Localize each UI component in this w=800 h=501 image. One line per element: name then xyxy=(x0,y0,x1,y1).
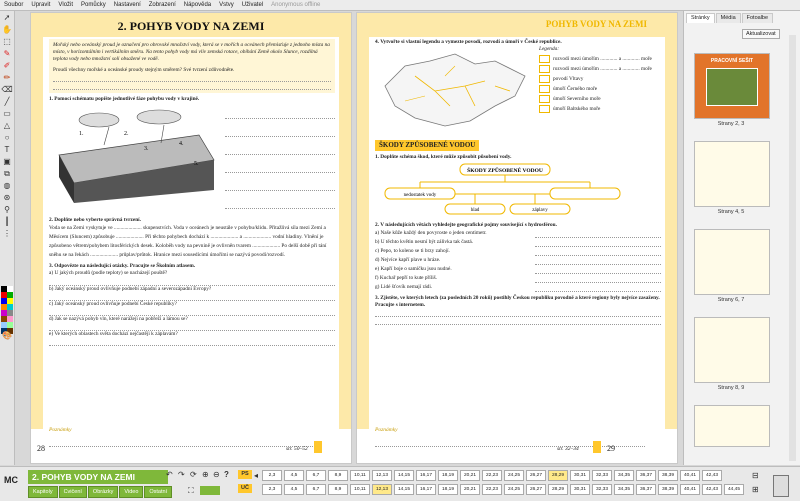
menu-item[interactable]: Upravit xyxy=(31,2,51,8)
answer-line[interactable] xyxy=(535,230,661,238)
intro-question: Proudí všechny mořské a oceánské proudy stejným směrem? Své tvrzení zdůvodněte. xyxy=(53,66,235,73)
page-jump-button[interactable]: 36,37 xyxy=(636,484,656,495)
page-jump-button[interactable]: 28,29 xyxy=(548,484,568,495)
cover-image xyxy=(706,68,758,106)
notes-line[interactable] xyxy=(49,439,319,447)
bottom-nav-button[interactable]: Ostatní xyxy=(144,486,172,498)
thumbnail-page[interactable] xyxy=(694,141,770,207)
page-title: 2. POHYB VODY NA ZEMI xyxy=(117,19,265,33)
answer-line[interactable] xyxy=(535,284,661,292)
section-task-1: 1. Doplňte schéma škod, které může způsobit působení vody. xyxy=(375,154,512,161)
sentence-text: g) Lidé šťovík nemají rádi. xyxy=(375,284,433,291)
legend-title: Legenda: xyxy=(539,46,560,53)
page-jump-button[interactable]: 24,25 xyxy=(504,484,524,495)
text-icon[interactable]: T xyxy=(4,145,10,154)
legend-item xyxy=(539,75,661,83)
menu-item[interactable]: Zobrazení xyxy=(148,2,176,8)
page-jump-button[interactable]: 6,7 xyxy=(306,484,326,495)
answer-line[interactable] xyxy=(225,183,335,191)
bottom-nav-button[interactable]: Video xyxy=(119,486,143,498)
legend-item xyxy=(539,55,661,63)
zoom-in-icon[interactable]: ⊕ xyxy=(202,470,209,479)
page-jump-button[interactable]: 12,13 xyxy=(372,484,392,495)
page-jump-button[interactable]: 4,5 xyxy=(284,470,304,481)
answer-line[interactable] xyxy=(225,129,335,137)
legend-box[interactable] xyxy=(539,65,550,73)
web-icon[interactable]: ◍ xyxy=(3,181,11,190)
notes-label: Poznámky xyxy=(375,427,398,433)
page-jump-button[interactable]: 38,39 xyxy=(658,484,678,495)
page-number: 28 xyxy=(37,444,45,453)
select-icon[interactable]: ⬚ xyxy=(3,37,11,46)
page-jump-button[interactable]: 18,19 xyxy=(438,470,458,481)
bottom-nav-button[interactable]: Obrázky xyxy=(88,486,118,498)
page-jump-button[interactable]: 42,43 xyxy=(702,470,722,481)
sentence-item xyxy=(375,275,661,283)
rotate-icon[interactable]: ⟳ xyxy=(190,470,197,479)
menu-item: Anonymous offline xyxy=(271,2,321,8)
page-link-icon[interactable] xyxy=(314,441,322,453)
forward-icon[interactable]: ↷ xyxy=(178,470,185,479)
intro-box xyxy=(49,39,335,93)
sentence-text: c) Pepo, to koleno se ti brzy zahojí. xyxy=(375,248,450,255)
scheme-node: nedostatek vody xyxy=(403,192,437,198)
sentence-item xyxy=(375,266,661,274)
palette-icon[interactable]: 🎨 xyxy=(2,331,12,340)
right-page xyxy=(356,12,678,464)
app-logo: MC xyxy=(4,475,18,485)
menu-item[interactable]: Uživatel xyxy=(241,2,264,8)
textbook-ref: str. 50–52 xyxy=(286,446,308,452)
tool-palette xyxy=(0,11,15,465)
sentence-text: b) U těchto květin nesmí být zálivka tak častá. xyxy=(375,239,474,246)
page-jump-button[interactable]: 8,9 xyxy=(328,470,348,481)
damage-scheme-diagram xyxy=(375,162,625,216)
pointer-icon[interactable]: ➚ xyxy=(3,13,11,22)
pen-icon[interactable]: ✎ xyxy=(3,49,11,58)
refresh-button[interactable]: Aktualizovat xyxy=(742,29,780,39)
section-task-2: 2. V následujících větách vyhledejte geografické pojmy související s hydrosférou. xyxy=(375,221,557,228)
menu-item[interactable]: Vložit xyxy=(58,2,74,8)
bottom-nav-button[interactable]: Kapitoly xyxy=(28,486,58,498)
panel-tab[interactable]: Média xyxy=(716,13,741,23)
answer-line[interactable] xyxy=(49,293,335,301)
page-jump-button[interactable]: 24,25 xyxy=(504,470,524,481)
legend-box[interactable] xyxy=(539,55,550,63)
svg-text:4.: 4. xyxy=(179,141,184,148)
legend-label: úmoří Severního moře xyxy=(553,95,601,102)
page-jump-button[interactable]: 2,3 xyxy=(262,470,282,481)
ps-label: PS xyxy=(238,470,252,479)
page-link-icon[interactable] xyxy=(593,441,601,453)
scheme-center: ŠKODY ZPŮSOBENÉ VODOU xyxy=(467,167,543,174)
legend-box[interactable] xyxy=(539,105,550,113)
sentence-text: a) Naše kůže každý den povyroste o jeden centimetr. xyxy=(375,230,487,237)
circle-icon[interactable]: ○ xyxy=(4,133,10,142)
question-item: a) U jakých proudů (podle teploty) se nacházejí pouště? xyxy=(49,270,168,277)
page-jump-button[interactable]: 42,43 xyxy=(702,484,722,495)
eyedropper-icon[interactable]: ⚲ xyxy=(4,205,10,214)
legend-box[interactable] xyxy=(539,85,550,93)
answer-line[interactable] xyxy=(225,111,335,119)
rectangle-icon[interactable]: ▭ xyxy=(3,109,11,118)
thumbnail-page[interactable] xyxy=(694,317,770,383)
thumbnail-label: Strany 4, 5 xyxy=(717,209,745,215)
answer-line[interactable] xyxy=(535,248,661,256)
zoom-out-icon[interactable]: ⊖ xyxy=(213,470,220,479)
task-4-heading: 4. Vytvořte si vlastní legendu a vymezte povodí, rozvodí a úmoří v České republice. xyxy=(375,39,562,45)
legend-item xyxy=(539,95,661,103)
page-jump-button[interactable]: 40,41 xyxy=(680,470,700,481)
page-jump-button[interactable]: 10,11 xyxy=(350,484,370,495)
legend-label: úmoří Baltského moře xyxy=(553,105,601,112)
line-icon[interactable]: ╱ xyxy=(4,97,10,106)
legend-label: rozvodí mezi úmořím ............. a ............. moře xyxy=(553,55,652,62)
answer-line[interactable] xyxy=(225,165,335,173)
uc-label: UČ xyxy=(238,484,252,493)
page-jump-button[interactable]: 26,27 xyxy=(526,484,546,495)
sentence-item xyxy=(375,230,661,238)
sentence-item xyxy=(375,248,661,256)
cover-title: PRACOVNÍ SEŠIT xyxy=(710,58,754,64)
menu-item[interactable]: Pomůcky xyxy=(81,2,106,8)
answer-line[interactable] xyxy=(535,266,661,274)
scroll-left-icon[interactable]: ◂ xyxy=(254,471,259,480)
page-title: POHYB VODY NA ZEMI xyxy=(545,19,647,29)
page-jump-button[interactable]: 32,33 xyxy=(592,484,612,495)
svg-text:2.: 2. xyxy=(124,131,129,138)
legend-box[interactable] xyxy=(539,75,550,83)
page-jump-button[interactable]: 18,19 xyxy=(438,484,458,495)
answer-line[interactable] xyxy=(535,239,661,247)
marker-icon[interactable]: ✏ xyxy=(3,73,11,82)
left-page xyxy=(30,12,352,464)
water-cycle-diagram xyxy=(49,105,219,205)
menu-item[interactable]: Vstvy xyxy=(219,2,234,8)
scheme-node: hlad xyxy=(470,207,480,213)
page-jump-button[interactable]: 28,29 xyxy=(548,470,568,481)
sentence-item xyxy=(375,284,661,292)
page-side-strip xyxy=(665,37,677,429)
page-jump-button[interactable]: 22,23 xyxy=(482,470,502,481)
help-icon[interactable]: ? xyxy=(224,470,229,479)
legend-item xyxy=(539,65,661,73)
svg-text:3.: 3. xyxy=(144,146,149,153)
triangle-icon[interactable]: △ xyxy=(3,121,11,130)
page-jump-button[interactable]: 44,45 xyxy=(724,484,744,495)
page-navigator-panel xyxy=(683,11,800,465)
thumbnail-label: Strany 6, 7 xyxy=(717,297,745,303)
legend-label: povodí Vltavy xyxy=(553,75,584,82)
legend-item xyxy=(539,105,661,113)
line-width-icon[interactable]: ┃ xyxy=(4,217,10,226)
sentence-item xyxy=(375,257,661,265)
page-jump-button[interactable]: 38,39 xyxy=(658,470,678,481)
answer-line[interactable] xyxy=(49,308,335,316)
task-2-text: Voda se na Zemi vyskytuje ve ..................... skupenstvích. Voda v oceánech je neustále v pohybu/klidu. Přitažlivá síla mezi Zemí a Měsícem (Sluncem) způsobuje ..................... Při těchto pohybech dochází k ..................... a ..................... vodní hladiny. Vlnění je způsobeno větrem/pohybem litosférických desek. Kolobĕh vody na pevnině je ovlivněn tvarem ..................... Po delší době při tání sněhu se na řekách ..................... průplav/průtok. Hranice mezi sousedícími úmořími se nazývá povodí/rozvodí. xyxy=(49,225,327,259)
page-jump-button[interactable]: 20,21 xyxy=(460,470,480,481)
page-jump-button[interactable]: 16,17 xyxy=(416,484,436,495)
question-item: c) Jaký oceánský proud ovlivňuje podnebí České republiky? xyxy=(49,300,177,307)
sentence-text: d) Nejvíce kapří plave u hráze. xyxy=(375,257,441,264)
textbook-ref: str. 32–34 xyxy=(557,446,579,452)
sentence-text: f) Kuchař pepří to kute příliš. xyxy=(375,275,438,282)
answer-line[interactable] xyxy=(375,317,661,325)
answer-line[interactable] xyxy=(375,309,661,317)
page-jump-button[interactable]: 30,31 xyxy=(570,470,590,481)
answer-line[interactable] xyxy=(535,275,661,283)
answer-line[interactable] xyxy=(49,278,335,286)
section-heading: ŠKODY ZPŮSOBENÉ VODOU xyxy=(375,140,479,151)
notes-label: Poznámky xyxy=(49,427,72,433)
answer-line[interactable] xyxy=(49,338,335,346)
section-task-3: 3. Zjistěte, ve kterých letech (za posledních 20 roků) postihly Českou republiku povodně a které regiony byly nejvíce zasaženy. Pracujte s internetem. xyxy=(375,295,660,309)
sentence-item xyxy=(375,239,661,247)
bottom-navigation-bar xyxy=(0,466,800,501)
answer-line[interactable] xyxy=(225,147,335,155)
panel-tab[interactable]: Fotoalbe xyxy=(742,13,773,23)
czech-map xyxy=(375,46,535,136)
page-jump-button[interactable]: 6,7 xyxy=(306,470,326,481)
hand-icon[interactable]: ✋ xyxy=(2,25,12,34)
page-jump-button[interactable]: 26,27 xyxy=(526,470,546,481)
eraser-icon[interactable]: ⌫ xyxy=(1,85,13,94)
legend-item xyxy=(539,85,661,93)
link-icon[interactable]: ⊛ xyxy=(3,193,11,202)
menu-item[interactable]: Nápověda xyxy=(183,2,212,8)
page-jump-button[interactable]: 14,15 xyxy=(394,470,414,481)
page-jump-button[interactable]: 4,5 xyxy=(284,484,304,495)
chapter-title: 2. POHYB VODY NA ZEMI xyxy=(28,470,168,484)
question-item: e) Ve kterých oblastech světa dochází nejčastěji k záplavám? xyxy=(49,331,178,338)
svg-text:1.: 1. xyxy=(79,131,84,138)
fullscreen-icon[interactable]: ⛶ xyxy=(188,486,194,495)
legend-label: úmoří Černého moře xyxy=(553,85,598,92)
question-item: b) Jaký oceánský proud ovlivňuje podnebí západní a severozápadní Evropy? xyxy=(49,285,212,292)
highlighter-icon[interactable]: ✐ xyxy=(3,61,11,70)
page-jump-button[interactable]: 34,35 xyxy=(614,484,634,495)
page-side-strip xyxy=(339,37,351,429)
bottom-nav-button[interactable]: Cvičení xyxy=(59,486,87,498)
notes-line[interactable] xyxy=(375,439,645,447)
page-jump-button[interactable]: 20,21 xyxy=(460,484,480,495)
page-jump-button[interactable]: 32,33 xyxy=(592,470,612,481)
page-jump-button[interactable]: 14,15 xyxy=(394,484,414,495)
back-icon[interactable]: ↶ xyxy=(166,470,173,479)
menu-item[interactable]: Nastavení xyxy=(113,2,141,8)
answer-line[interactable] xyxy=(225,201,335,209)
page-number: 29 xyxy=(607,444,615,453)
sentence-text: e) Kapří boje o samičku jsou nudné. xyxy=(375,266,452,273)
page-jump-button[interactable]: 30,31 xyxy=(570,484,590,495)
task-2-heading: 2. Doplňte nebo vyberte správná tvrzení. xyxy=(49,217,141,224)
scheme-node: záplavy xyxy=(532,207,548,213)
question-item: d) Jak se nazývá pohyb vln, které narážejí na pobřeží a lámou se? xyxy=(49,316,188,323)
thumbnail-page[interactable] xyxy=(694,229,770,295)
screenshot-icon[interactable]: ⧉ xyxy=(4,168,10,178)
answer-line[interactable] xyxy=(535,257,661,265)
thumbnail-cover[interactable] xyxy=(694,53,770,119)
page-jump-button[interactable]: 2,3 xyxy=(262,484,282,495)
page-jump-button[interactable]: 34,35 xyxy=(614,470,634,481)
intro-text: Mořský nebo oceánský proud je označení pro obrovské množství vody, která se v mořích a oceánech přemisťuje z jednoho místa na místo, v horizontálním i vertikálním směru. Na tento pohyb vody má vliv zemská rotace, obíhání Země okolo Slunce, rozdílná teplota vody nebo množství soli obsažené ve vodě. xyxy=(53,42,330,63)
color-palette xyxy=(1,286,13,334)
fit-page-icon[interactable]: ⊟ xyxy=(752,471,759,480)
page-jump-button[interactable]: 16,17 xyxy=(416,470,436,481)
page-side-strip xyxy=(31,37,43,429)
page-jump-button[interactable]: 40,41 xyxy=(680,484,700,495)
image-icon[interactable]: ▣ xyxy=(3,157,11,166)
legend-label: rozvodí mezi úmořím ............. a ............. moře xyxy=(553,65,652,72)
page-side-strip xyxy=(357,37,369,429)
task-3-heading: 3. Odpovězte na následující otázky. Pracujte se Školním atlasem. xyxy=(49,263,196,270)
legend-box[interactable] xyxy=(539,95,550,103)
panel-tab[interactable]: Stránky xyxy=(686,13,715,23)
trash-icon[interactable] xyxy=(773,475,789,497)
thumbnail-page[interactable] xyxy=(694,405,770,447)
answer-line[interactable] xyxy=(53,74,331,82)
page-jump-button[interactable]: 8,9 xyxy=(328,484,348,495)
menu-item[interactable]: Soubor xyxy=(4,2,24,8)
page-jump-button[interactable]: 36,37 xyxy=(636,470,656,481)
page-jump-button[interactable]: 12,13 xyxy=(372,470,392,481)
page-jump-button[interactable]: 22,23 xyxy=(482,484,502,495)
thumbnail-label: Strany 2, 3 xyxy=(717,121,745,127)
green-indicator[interactable] xyxy=(200,486,220,495)
task-1-heading: 1. Pomocí schématu popište jednotlivé fáze pohybu vody v krajině. xyxy=(49,95,200,102)
opacity-slider-icon[interactable]: ⋮ xyxy=(3,229,11,238)
menu-bar xyxy=(0,0,800,11)
fit-width-icon[interactable]: ⊞ xyxy=(752,485,759,494)
panel-scrollbar[interactable] xyxy=(789,35,796,461)
page-jump-button[interactable]: 10,11 xyxy=(350,470,370,481)
svg-text:5.: 5. xyxy=(194,161,199,168)
answer-line[interactable] xyxy=(53,82,331,90)
thumbnail-label: Strany 8, 9 xyxy=(717,385,745,391)
